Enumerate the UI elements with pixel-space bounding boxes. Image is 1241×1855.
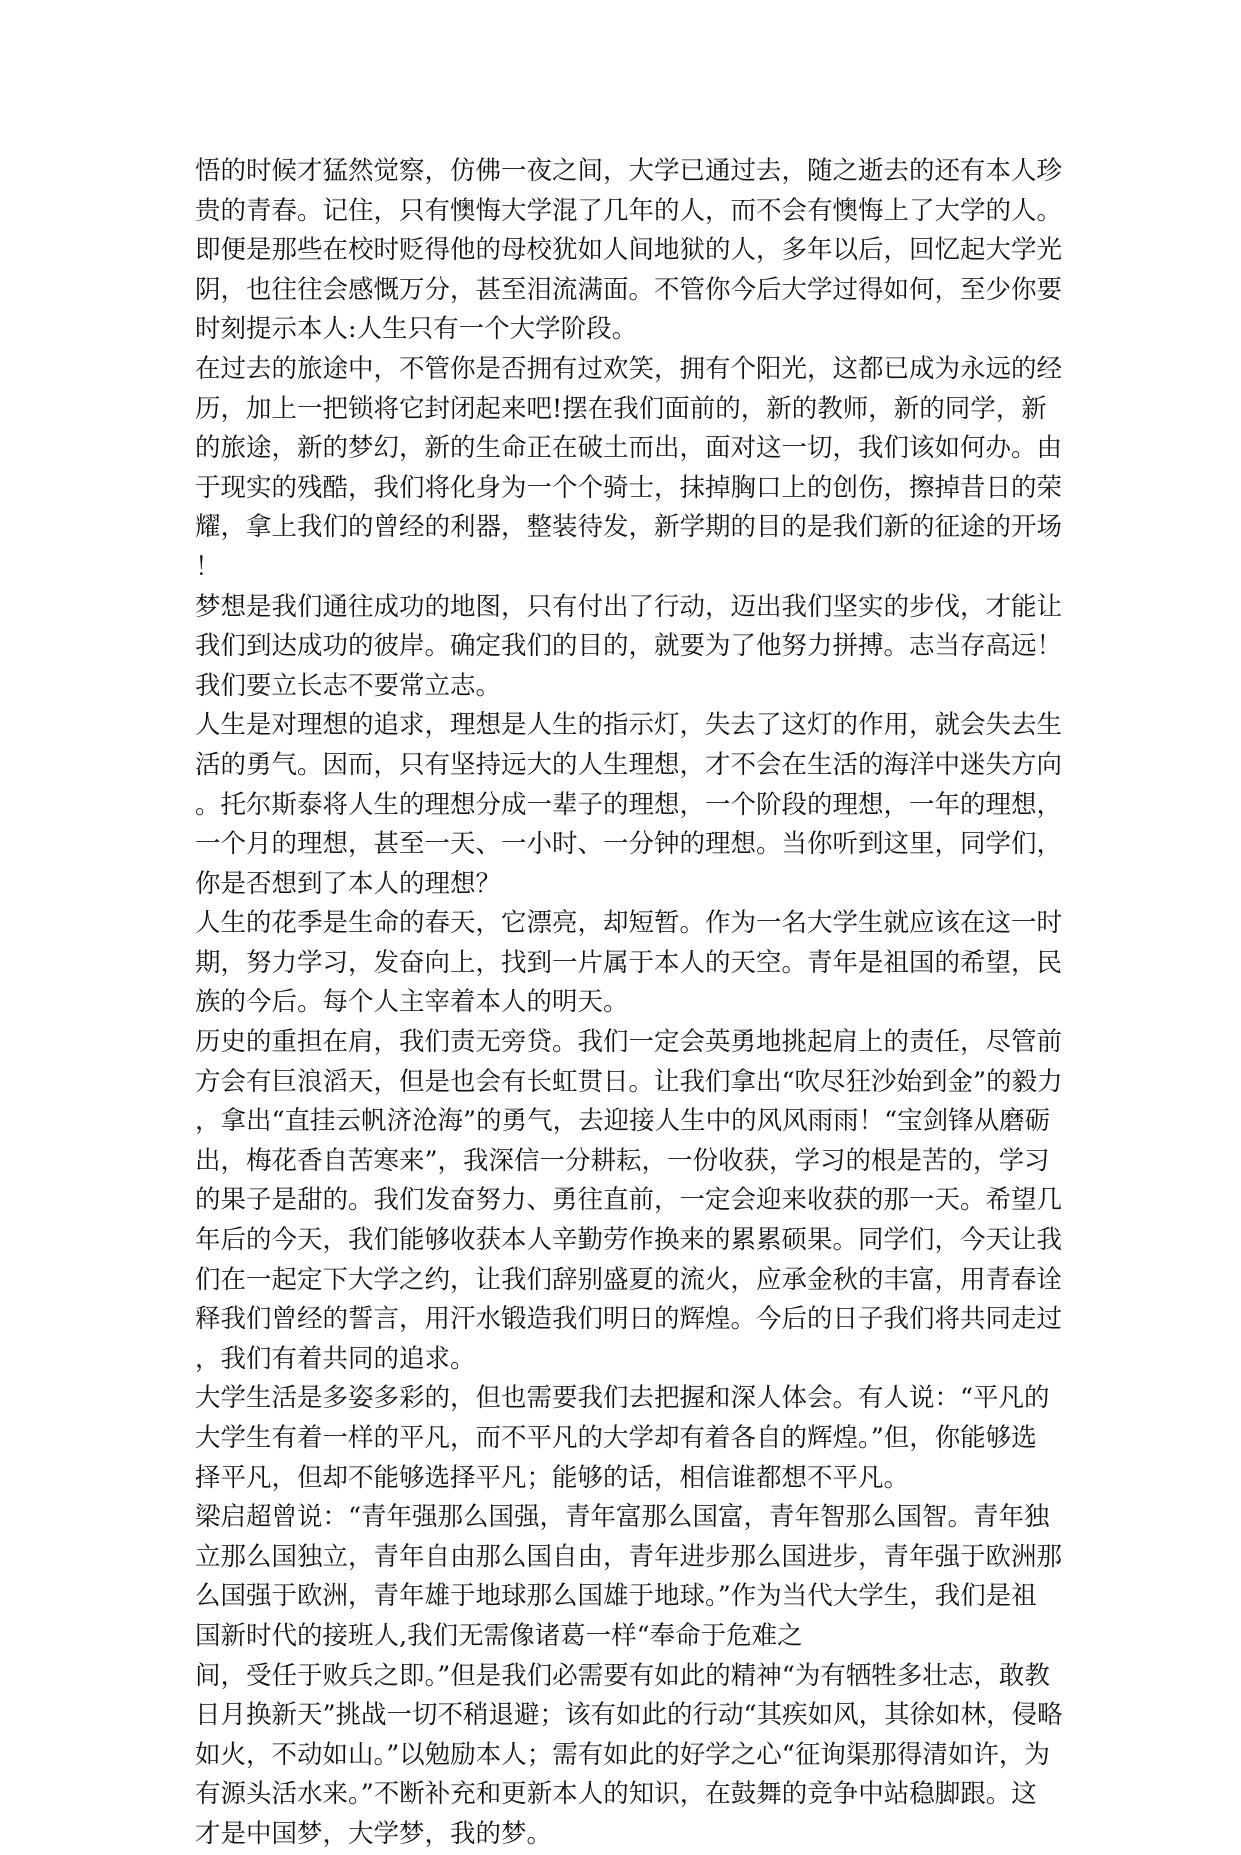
text-line: 们在一起定下大学之约，让我们辞别盛夏的流火，应承金秋的丰富，用青春诠: [195, 1264, 1063, 1295]
text-line: 年后的今天，我们能够收获本人辛勤劳作换来的累累硕果。同学们，今天让我: [195, 1225, 1063, 1256]
text-line: ，我们有着共同的追求。: [195, 1343, 476, 1374]
text-line: 日月换新天”挑战一切不稍退避；该有如此的行动“其疾如风，其徐如林，侵略: [195, 1700, 1063, 1731]
text-line: 历，加上一把锁将它封闭起来吧!摆在我们面前的，新的教师，新的同学，新: [195, 393, 1047, 424]
text-line: 即便是那些在校时贬得他的母校犹如人间地狱的人，多年以后，回忆起大学光: [195, 235, 1063, 266]
text-line: 活的勇气。因而，只有坚持远大的人生理想，才不会在生活的海洋中迷失方向: [195, 749, 1063, 780]
text-line: 历史的重担在肩，我们责无旁贷。我们一定会英勇地挑起肩上的责任，尽管前: [195, 1027, 1063, 1058]
text-line: 在过去的旅途中，不管你是否拥有过欢笑，拥有个阳光，这都已成为永远的经: [195, 353, 1063, 384]
text-line: 方会有巨浪滔天，但是也会有长虹贯日。让我们拿出“吹尽狂沙始到金”的毅力: [195, 1066, 1063, 1097]
text-line: 你是否想到了本人的理想？: [195, 868, 502, 899]
text-line: ，拿出“直挂云帆济沧海”的勇气，去迎接人生中的风风雨雨！“宝剑锋从磨砺: [195, 1106, 1051, 1137]
paragraph-8: [195, 1498, 1063, 1854]
paragraph-3: [195, 588, 1063, 707]
text-line: 阴，也往往会感慨万分，甚至泪流满面。不管你今后大学过得如何，至少你要: [195, 274, 1063, 305]
text-line: 时刻提示本人:人生只有一个大学阶段。: [195, 314, 638, 345]
text-line: 间，受任于败兵之即。”但是我们必需要有如此的精神“为有牺牲多壮志，敢教: [195, 1660, 1050, 1691]
text-line: 人生是对理想的追求，理想是人生的指示灯，失去了这灯的作用，就会失去生: [195, 710, 1063, 741]
text-line: 如火，不动如山。”以勉励本人；需有如此的好学之心“征询渠那得清如许，为: [195, 1739, 1050, 1770]
text-line: 我们要立长志不要常立志。: [195, 670, 502, 701]
text-line: 悟的时候才猛然觉察，仿佛一夜之间，大学已通过去，随之逝去的还有本人珍: [195, 156, 1063, 186]
text-line: 期，努力学习，发奋向上，找到一片属于本人的天空。青年是祖国的希望，民: [195, 947, 1063, 978]
text-line: 的旅途，新的梦幻，新的生命正在破土而出，面对这一切，我们该如何办。由: [195, 433, 1063, 464]
paragraph-7: [195, 1379, 1050, 1498]
text-line: ！: [195, 551, 221, 582]
text-line: 。托尔斯泰将人生的理想分成一辈子的理想，一个阶段的理想，一年的理想，: [195, 789, 1063, 820]
document-body: [195, 152, 1063, 1855]
text-line: 择平凡，但却不能够选择平凡；能够的话，相信谁都想不平凡。: [195, 1462, 910, 1493]
text-line: 的果子是甜的。我们发奋努力、勇往直前，一定会迎来收获的那一天。希望几: [195, 1185, 1063, 1216]
paragraph-6: [195, 1023, 1063, 1379]
text-line: 大学生有着一样的平凡，而不平凡的大学却有着各自的辉煌。”但，你能够选: [195, 1423, 1037, 1453]
text-line: 一个月的理想，甚至一天、一小时、一分钟的理想。当你听到这里，同学们，: [195, 829, 1063, 860]
text-line: 耀，拿上我们的曾经的利器，整装待发，新学期的目的是我们新的征途的开场: [195, 512, 1063, 543]
paragraph-4: [195, 706, 1063, 904]
text-line: 梁启超曾说：“青年强那么国强，青年富那么国富，青年智那么国智。青年独: [195, 1502, 1050, 1533]
text-line: 么国强于欧洲，青年雄于地球那么国雄于地球。”作为当代大学生，我们是祖: [195, 1581, 1037, 1612]
text-line: 国新时代的接班人,我们无需像诸葛一样“奉命于危难之: [195, 1620, 803, 1651]
text-line: 梦想是我们通往成功的地图，只有付出了行动，迈出我们坚实的步伐，才能让: [195, 591, 1063, 622]
text-line: 立那么国独立，青年自由那么国自由，青年进步那么国进步，青年强于欧洲那: [195, 1541, 1063, 1572]
text-line: 有源头活水来。”不断补充和更新本人的知识，在鼓舞的竞争中站稳脚跟。这: [195, 1779, 1037, 1810]
text-line: 才是中国梦，大学梦，我的梦。: [195, 1818, 553, 1849]
text-line: 人生的花季是生命的春天，它漂亮，却短暂。作为一名大学生就应该在这一时: [195, 908, 1063, 939]
text-line: 族的今后。每个人主宰着本人的明天。: [195, 987, 629, 1018]
text-line: 我们到达成功的彼岸。确定我们的目的，就要为了他努力拼搏。志当存高远！: [195, 631, 1063, 662]
paragraph-5: [195, 904, 1063, 1023]
text-line: 于现实的残酷，我们将化身为一个个骑士，抹掉胸口上的创伤，擦掉昔日的荣: [195, 472, 1063, 503]
text-line: 释我们曾经的誓言，用汗水锻造我们明日的辉煌。今后的日子我们将共同走过: [195, 1304, 1063, 1335]
paragraph-1: [195, 152, 1063, 350]
paragraph-2: [195, 350, 1063, 588]
text-line: 大学生活是多姿多彩的，但也需要我们去把握和深人体会。有人说：“平凡的: [195, 1383, 1050, 1414]
text-line: 贵的青春。记住，只有懊悔大学混了几年的人，而不会有懊悔上了大学的人。: [195, 195, 1063, 226]
text-line: 出，梅花香自苦寒来”，我深信一分耕耘，一份收获，学习的根是苦的，学习: [195, 1145, 1050, 1176]
